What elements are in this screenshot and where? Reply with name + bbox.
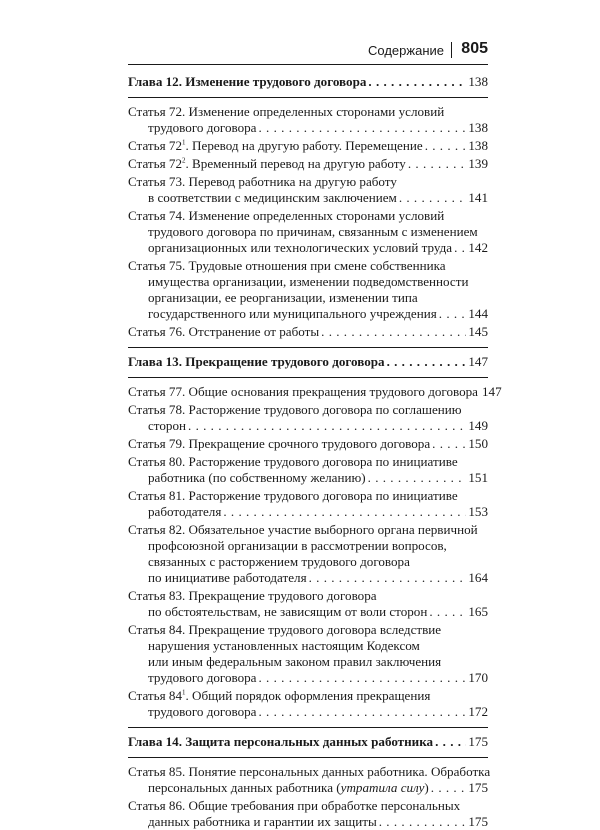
toc-title-cont: организационных или технологических условий труда xyxy=(148,240,453,255)
toc-title-cont: в соответствии с медицинским заключением xyxy=(148,190,397,205)
superscript: 1 xyxy=(182,138,186,147)
toc-title-cont: государственного или муниципального учреждения xyxy=(148,306,437,321)
toc-title: Статья 73. Перевод работника на другую работу xyxy=(128,174,397,189)
toc-title-end: ) xyxy=(424,780,429,795)
toc-title-cont: трудового договора xyxy=(148,120,257,135)
toc-title: Глава 13. Прекращение трудового договора xyxy=(128,354,385,369)
toc-article-76[interactable] xyxy=(128,324,488,340)
toc-page: 170 xyxy=(468,670,488,685)
toc-title xyxy=(128,138,423,154)
toc-article-80[interactable] xyxy=(128,454,488,486)
toc-page: 172 xyxy=(468,704,488,719)
toc-title-cont: нарушения установленных настоящим Кодексом xyxy=(148,638,420,653)
header-separator xyxy=(451,42,452,58)
leader-dots xyxy=(431,780,467,796)
toc-article-77[interactable] xyxy=(128,384,502,400)
running-header-title: Содержание xyxy=(368,43,444,58)
toc-page: 175 xyxy=(468,734,488,749)
toc-page: 165 xyxy=(468,604,488,619)
toc-title-cont: по обстоятельствам, не зависящим от воли сторон xyxy=(148,604,428,619)
toc-chapter-14[interactable] xyxy=(128,734,488,750)
toc-article-72-1[interactable] xyxy=(128,138,488,154)
toc-title-cont: трудового договора по причинам, связанным с изменением xyxy=(148,224,478,239)
toc-title: Статья 75. Трудовые отношения при смене собственника xyxy=(128,258,446,273)
toc-title xyxy=(128,688,430,704)
running-header xyxy=(128,40,488,62)
toc-page: 138 xyxy=(468,120,488,135)
toc-title: Глава 12. Изменение трудового договора xyxy=(128,74,367,89)
leader-dots xyxy=(309,570,467,586)
superscript: 1 xyxy=(182,688,186,697)
toc-title-cont: трудового договора xyxy=(148,704,257,719)
toc-article-72-2[interactable] xyxy=(128,156,488,172)
toc-title-cont: или иным федеральным законом правил заключения xyxy=(148,654,442,669)
toc-title: Статья 77. Общие основания прекращения трудового договора xyxy=(128,384,478,399)
toc-title: Статья 80. Расторжение трудового договора по инициативе xyxy=(128,454,458,469)
table-of-contents xyxy=(128,70,502,830)
leader-dots xyxy=(188,418,466,434)
toc-title-text: персональных данных работника ( xyxy=(148,780,341,795)
leader-dots xyxy=(259,704,467,720)
toc-article-84-1[interactable] xyxy=(128,688,488,720)
toc-title: Статья 72. Изменение определенных сторонами условий xyxy=(128,104,445,119)
toc-page: 147 xyxy=(482,384,502,399)
toc-title-cont: имущества организации, изменении подведомственности xyxy=(148,274,469,289)
leader-dots xyxy=(408,156,467,172)
toc-article-83[interactable] xyxy=(128,588,488,620)
toc-page: 175 xyxy=(468,780,488,795)
toc-title: Статья 79. Прекращение срочного трудового договора xyxy=(128,436,431,451)
leader-dots xyxy=(439,306,467,322)
toc-article-85[interactable] xyxy=(128,764,491,796)
toc-title-post: . Общий порядок оформления прекращения xyxy=(185,688,431,703)
toc-title-cont: трудового договора xyxy=(148,670,257,685)
toc-article-86[interactable] xyxy=(128,798,488,830)
toc-title-cont xyxy=(148,780,429,796)
toc-title-pre: Статья 72 xyxy=(128,138,182,153)
toc-article-73[interactable] xyxy=(128,174,488,206)
toc-page: 147 xyxy=(468,354,488,369)
toc-page: 145 xyxy=(468,324,488,339)
toc-title: Статья 76. Отстранение от работы xyxy=(128,324,320,339)
leader-dots xyxy=(321,324,466,340)
header-rule xyxy=(128,64,488,65)
toc-page: 139 xyxy=(468,156,488,171)
superscript: 2 xyxy=(182,156,186,165)
leader-dots xyxy=(435,734,466,750)
leader-dots xyxy=(429,604,466,620)
toc-page: 164 xyxy=(468,570,488,585)
toc-article-81[interactable] xyxy=(128,488,488,520)
toc-title-pre: Статья 84 xyxy=(128,688,182,703)
leader-dots xyxy=(223,504,466,520)
chapter-divider xyxy=(128,97,488,98)
toc-title: Статья 86. Общие требования при обработке персональных xyxy=(128,798,461,813)
chapter-divider xyxy=(128,727,488,728)
toc-title: Статья 78. Расторжение трудового договора по соглашению xyxy=(128,402,462,417)
toc-title-cont: организации, ее реорганизации, изменении типа xyxy=(148,290,418,305)
toc-title: Статья 74. Изменение определенных сторонами условий xyxy=(128,208,445,223)
toc-title-post: . Перевод на другую работу. Перемещение xyxy=(185,138,423,153)
toc-article-75[interactable] xyxy=(128,258,488,322)
toc-title-italic: утратила силу xyxy=(340,780,425,795)
toc-page: 142 xyxy=(468,240,488,255)
toc-title-post: . Временный перевод на другую работу xyxy=(185,156,406,171)
toc-page: 175 xyxy=(468,814,488,829)
toc-page: 149 xyxy=(468,418,488,433)
toc-page: 141 xyxy=(468,190,488,205)
toc-chapter-13[interactable] xyxy=(128,354,488,370)
toc-article-82[interactable] xyxy=(128,522,488,586)
leader-dots xyxy=(454,240,466,256)
toc-page: 153 xyxy=(468,504,488,519)
leader-dots xyxy=(379,814,467,830)
leader-dots xyxy=(259,120,467,136)
toc-page: 138 xyxy=(468,138,488,153)
toc-page: 138 xyxy=(468,74,488,89)
toc-title-cont: работника (по собственному желанию) xyxy=(148,470,366,485)
toc-article-72[interactable] xyxy=(128,104,488,136)
chapter-divider xyxy=(128,377,488,378)
toc-article-84[interactable] xyxy=(128,622,488,686)
chapter-divider xyxy=(128,347,488,348)
toc-title: Глава 14. Защита персональных данных работника xyxy=(128,734,434,749)
toc-title-cont: по инициативе работодателя xyxy=(148,570,307,585)
toc-title-cont: работодателя xyxy=(148,504,222,519)
toc-title-cont: связанных с расторжением трудового договора xyxy=(148,554,410,569)
toc-title xyxy=(128,156,406,172)
leader-dots xyxy=(399,190,467,206)
toc-article-74[interactable] xyxy=(128,208,488,256)
chapter-divider xyxy=(128,757,488,758)
toc-title-cont: сторон xyxy=(148,418,187,433)
toc-article-79[interactable] xyxy=(128,436,488,452)
leader-dots xyxy=(368,470,467,486)
leader-dots xyxy=(368,74,466,90)
toc-title: Статья 83. Прекращение трудового договора xyxy=(128,588,377,603)
toc-title: Статья 85. Понятие персональных данных работника. Обработка xyxy=(128,764,491,779)
toc-title-cont: данных работника и гарантии их защиты xyxy=(148,814,377,829)
leader-dots xyxy=(432,436,466,452)
leader-dots xyxy=(387,354,467,370)
page-number: 805 xyxy=(461,40,488,57)
toc-article-78[interactable] xyxy=(128,402,488,434)
toc-page: 151 xyxy=(468,470,488,485)
leader-dots xyxy=(259,670,467,686)
toc-chapter-12[interactable] xyxy=(128,74,488,90)
toc-page: 144 xyxy=(468,306,488,321)
toc-page: 150 xyxy=(468,436,488,451)
toc-title: Статья 84. Прекращение трудового договора вследствие xyxy=(128,622,442,637)
toc-title: Статья 81. Расторжение трудового договора по инициативе xyxy=(128,488,458,503)
toc-title: Статья 82. Обязательное участие выборного органа первичной xyxy=(128,522,478,537)
leader-dots xyxy=(425,138,467,154)
toc-title-pre: Статья 72 xyxy=(128,156,182,171)
toc-title-cont: профсоюзной организации в рассмотрении вопросов, xyxy=(148,538,447,553)
